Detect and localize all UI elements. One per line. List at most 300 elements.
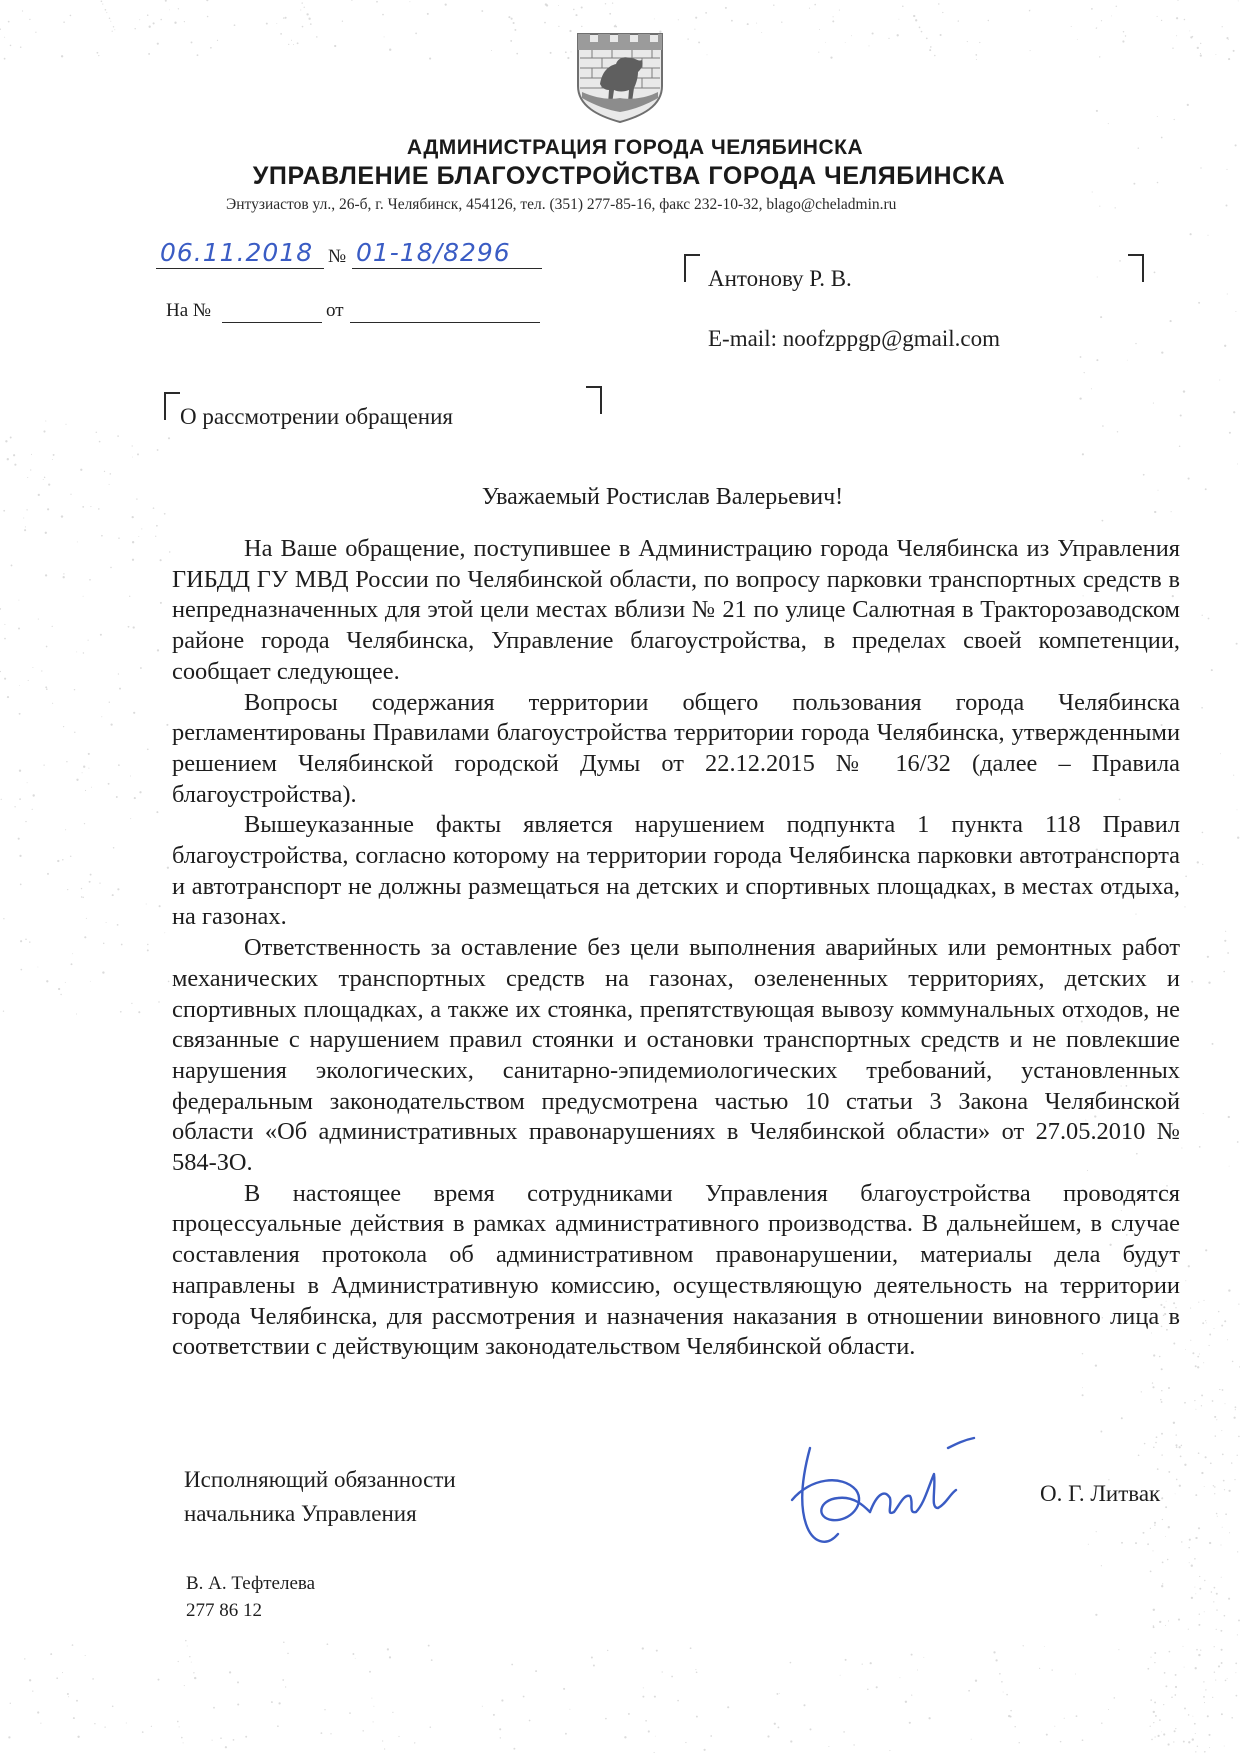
scan-speck (1161, 20, 1162, 21)
scan-speck (1161, 351, 1163, 353)
scan-speck (1235, 1409, 1236, 1410)
handwritten-date: 06.11.2018 (160, 238, 314, 267)
recipient-corner-right (1128, 254, 1144, 282)
scan-speck (1195, 1409, 1196, 1410)
scan-speck (45, 532, 47, 534)
scan-speck (1183, 390, 1185, 392)
scan-speck (1216, 1629, 1217, 1630)
scan-speck (1194, 1723, 1196, 1725)
scan-speck (110, 567, 111, 568)
scan-speck (1218, 1665, 1220, 1667)
scan-speck (1184, 19, 1186, 21)
scan-speck (429, 58, 431, 60)
scan-speck (56, 1677, 58, 1679)
scan-speck (1190, 1340, 1191, 1341)
scan-speck (189, 1656, 190, 1657)
scan-speck (1223, 971, 1225, 973)
scan-speck (1169, 1651, 1171, 1653)
scan-speck (1097, 277, 1098, 278)
scan-speck (1150, 1571, 1152, 1573)
scan-speck (671, 1676, 673, 1678)
scan-speck (1224, 1320, 1226, 1322)
scan-speck (1216, 1513, 1218, 1515)
signatory-position-line1: Исполняющий обязанности (184, 1467, 456, 1492)
scan-speck (1195, 1733, 1196, 1734)
scan-speck (1192, 1352, 1194, 1354)
scan-speck (225, 1746, 227, 1748)
scan-speck (1208, 235, 1209, 236)
scan-speck (923, 1657, 924, 1658)
scan-speck (1101, 1565, 1102, 1566)
scan-speck (544, 22, 546, 24)
scan-speck (1237, 464, 1238, 465)
scan-speck (43, 479, 44, 480)
scan-speck (678, 19, 679, 20)
scan-speck (1199, 1588, 1201, 1590)
scan-speck (38, 619, 39, 620)
scan-speck (4, 678, 6, 680)
number-underline (352, 268, 542, 269)
scan-speck (1143, 474, 1145, 476)
in-reply-blank (222, 322, 322, 323)
scan-speck (101, 0, 103, 2)
scan-speck (1229, 432, 1231, 434)
scan-speck (1125, 35, 1126, 36)
scan-speck (43, 430, 45, 432)
scan-speck (72, 953, 73, 954)
scan-speck (819, 29, 820, 30)
scan-speck (1236, 1695, 1238, 1697)
scan-speck (1235, 1406, 1237, 1408)
scan-speck (581, 6, 583, 8)
scan-speck (1092, 191, 1093, 192)
scan-speck (11, 564, 13, 566)
scan-speck (1224, 1746, 1225, 1747)
scan-speck (342, 21, 343, 22)
scan-speck (1190, 233, 1192, 235)
scan-speck (609, 13, 611, 15)
scan-speck (62, 859, 64, 861)
scan-speck (513, 22, 515, 24)
scan-speck (1203, 1113, 1204, 1114)
scan-speck (575, 14, 577, 16)
scan-speck (909, 1722, 911, 1724)
scan-speck (1221, 1430, 1222, 1431)
scan-speck (1173, 1422, 1175, 1424)
scan-speck (1185, 1349, 1186, 1350)
scan-speck (76, 1700, 78, 1702)
scan-speck (1221, 1545, 1222, 1546)
scan-speck (1192, 1738, 1194, 1740)
scan-speck (888, 38, 889, 39)
scan-speck (1151, 1739, 1152, 1740)
scan-speck (1121, 1542, 1123, 1544)
scan-speck (975, 1680, 977, 1682)
scan-speck (612, 2, 613, 3)
scan-speck (156, 811, 158, 813)
scan-speck (1222, 1454, 1224, 1456)
scan-speck (1180, 414, 1182, 416)
scan-speck (1218, 1311, 1219, 1312)
scan-speck (1019, 1742, 1020, 1743)
scan-speck (1193, 1716, 1194, 1717)
scan-speck (1150, 1699, 1152, 1701)
scan-speck (1196, 1649, 1198, 1651)
scan-speck (779, 1693, 780, 1694)
scan-speck (5, 440, 7, 442)
scan-speck (1, 799, 2, 800)
scan-speck (913, 15, 915, 17)
scan-speck (47, 873, 49, 875)
scan-speck (20, 46, 21, 47)
scan-speck (1178, 1446, 1180, 1448)
scan-speck (1209, 1345, 1210, 1346)
department-title: УПРАВЛЕНИЕ БЛАГОУСТРОЙСТВА ГОРОДА ЧЕЛЯБИНСКА (252, 162, 1006, 190)
scan-speck (1214, 1646, 1215, 1647)
scan-speck (1150, 1726, 1151, 1727)
scan-speck (19, 798, 21, 800)
scan-speck (862, 1664, 863, 1665)
scan-speck (513, 1748, 515, 1750)
scan-speck (91, 787, 92, 788)
scan-speck (1233, 775, 1234, 776)
scan-speck (382, 1740, 383, 1741)
scan-speck (605, 1718, 607, 1720)
scan-speck (1161, 1498, 1163, 1500)
signatory-position (184, 1463, 456, 1531)
scan-speck (387, 1648, 389, 1650)
scan-speck (334, 45, 336, 47)
scan-speck (870, 1662, 872, 1664)
scan-speck (1010, 1716, 1012, 1718)
scan-speck (1227, 293, 1228, 294)
scan-speck (482, 1706, 483, 1707)
scan-speck (278, 1702, 280, 1704)
scan-speck (191, 41, 193, 43)
scan-speck (210, 47, 212, 49)
scan-speck (1096, 359, 1098, 361)
scan-speck (1211, 669, 1213, 671)
scan-speck (1161, 1731, 1162, 1732)
scan-speck (94, 1723, 95, 1724)
scan-speck (10, 437, 12, 439)
scan-speck (968, 1690, 970, 1692)
scan-speck (157, 43, 159, 45)
scan-speck (516, 53, 518, 55)
scan-speck (31, 454, 32, 455)
scan-speck (1154, 1652, 1156, 1654)
scan-speck (1221, 1649, 1223, 1651)
scan-speck (276, 23, 277, 24)
scan-speck (615, 25, 616, 26)
scan-speck (80, 469, 82, 471)
scan-speck (1233, 50, 1235, 52)
scan-speck (1084, 372, 1085, 373)
scan-speck (777, 1726, 779, 1728)
scan-speck (1190, 36, 1192, 38)
scan-speck (919, 27, 921, 29)
scan-speck (1219, 379, 1220, 380)
scan-speck (178, 8, 179, 9)
scan-speck (191, 1662, 192, 1663)
scan-speck (63, 573, 64, 574)
scan-speck (1153, 1711, 1155, 1713)
scan-speck (1207, 1715, 1209, 1717)
handwritten-outgoing-number: 01-18/8296 (356, 238, 511, 267)
scan-speck (1184, 906, 1185, 907)
scan-speck (1117, 431, 1118, 432)
scan-speck (140, 667, 142, 669)
scan-speck (86, 918, 87, 919)
scan-speck (74, 732, 75, 733)
scan-speck (705, 12, 707, 14)
scan-speck (4, 638, 6, 640)
scan-speck (287, 1653, 289, 1655)
scan-speck (1147, 1668, 1149, 1670)
scan-speck (193, 1672, 194, 1673)
scan-speck (109, 18, 111, 20)
scan-speck (14, 806, 15, 807)
scan-speck (349, 1712, 351, 1714)
date-underline (156, 268, 324, 269)
scan-speck (428, 1645, 430, 1647)
scan-speck (975, 54, 977, 56)
scan-speck (687, 38, 688, 39)
scan-speck (1199, 1146, 1201, 1148)
scan-speck (1237, 1551, 1238, 1552)
scan-speck (1161, 1390, 1162, 1391)
scan-speck (911, 1695, 912, 1696)
scan-speck (43, 764, 44, 765)
scan-speck (1228, 58, 1230, 60)
scan-speck (1082, 453, 1084, 455)
scan-speck (1077, 39, 1078, 40)
scan-speck (147, 14, 149, 16)
scan-speck (1198, 1452, 1200, 1454)
scan-speck (1189, 30, 1190, 31)
scan-speck (63, 576, 65, 578)
scan-speck (147, 748, 149, 750)
scan-speck (18, 838, 20, 840)
scan-speck (1228, 1116, 1230, 1118)
scan-speck (1231, 1717, 1233, 1719)
scan-speck (1082, 1394, 1084, 1396)
scan-speck (1199, 1353, 1200, 1354)
scan-speck (803, 1704, 805, 1706)
scan-speck (148, 53, 150, 55)
scan-speck (1170, 320, 1172, 322)
scan-speck (37, 1711, 39, 1713)
scan-speck (1188, 478, 1190, 480)
scan-speck (1190, 1308, 1191, 1309)
scan-speck (291, 40, 292, 41)
scan-speck (1088, 1544, 1089, 1545)
scan-speck (747, 23, 749, 25)
scan-speck (147, 944, 148, 945)
scan-speck (85, 1655, 86, 1656)
body-paragraph: Вышеуказанные факты является нарушением подпункта 1 пункта 118 Правил благоустройства, согласно которому на территории города Челябинска парковки автотранспорта и автотранспорт не должны размещаться на детских и спортивных площадках, в местах отдыха, на газонах. (172, 811, 1180, 931)
scan-speck (1221, 1662, 1223, 1664)
scan-speck (88, 753, 90, 755)
scan-speck (1127, 360, 1128, 361)
scan-speck (129, 596, 130, 597)
scan-speck (141, 528, 142, 529)
scan-speck (53, 454, 55, 456)
scan-speck (790, 1740, 792, 1742)
scan-speck (1161, 1454, 1162, 1455)
scan-speck (1205, 1456, 1207, 1458)
scan-speck (330, 1733, 331, 1734)
scan-speck (1204, 1486, 1205, 1487)
scan-speck (45, 686, 47, 688)
scan-speck (1171, 511, 1172, 512)
scan-speck (1023, 1645, 1024, 1646)
scan-speck (177, 1721, 179, 1723)
scan-speck (30, 469, 31, 470)
scan-speck (1204, 1611, 1205, 1612)
scan-speck (187, 1646, 188, 1647)
scan-speck (1195, 1537, 1197, 1539)
scan-speck (814, 4, 816, 6)
scan-speck (1183, 1646, 1184, 1647)
scan-speck (1200, 55, 1202, 57)
scan-speck (1199, 1613, 1200, 1614)
scan-speck (1147, 1543, 1149, 1545)
scan-speck (430, 1726, 431, 1727)
scan-speck (558, 26, 559, 27)
scan-speck (1165, 1536, 1166, 1537)
scan-speck (929, 49, 931, 51)
scan-speck (899, 1677, 900, 1678)
scan-speck (1199, 1576, 1200, 1577)
scan-speck (100, 634, 102, 636)
scan-speck (897, 34, 899, 36)
scan-speck (168, 981, 170, 983)
scan-speck (106, 922, 107, 923)
scan-speck (1006, 1694, 1008, 1696)
scan-speck (128, 626, 130, 628)
scan-speck (62, 1672, 63, 1673)
scan-speck (1215, 54, 1216, 55)
scan-speck (139, 19, 140, 20)
scan-speck (1079, 397, 1081, 399)
scan-speck (283, 1641, 285, 1643)
scan-speck (85, 790, 86, 791)
scan-speck (351, 0, 353, 1)
scan-speck (1227, 1339, 1228, 1340)
scan-speck (1225, 931, 1226, 932)
scan-speck (109, 702, 110, 703)
scan-speck (790, 1662, 792, 1664)
scan-speck (1214, 1493, 1215, 1494)
scan-speck (1080, 356, 1082, 358)
scan-speck (41, 670, 42, 671)
scan-speck (67, 1693, 69, 1695)
executor-phone: 277 86 12 (186, 1600, 262, 1621)
scan-speck (1202, 1322, 1204, 1324)
scan-speck (493, 1714, 495, 1716)
scan-speck (1215, 1680, 1216, 1681)
scan-speck (1221, 1577, 1222, 1578)
scan-speck (1099, 56, 1100, 57)
scan-speck (1176, 1434, 1177, 1435)
scan-speck (1175, 1494, 1176, 1495)
scan-speck (1052, 1669, 1053, 1670)
scan-speck (1076, 1715, 1078, 1717)
scan-speck (158, 1001, 159, 1002)
scan-speck (967, 41, 968, 42)
scan-speck (1227, 952, 1229, 954)
scan-speck (704, 1749, 706, 1751)
scan-speck (1237, 1141, 1239, 1143)
scan-speck (1138, 1455, 1140, 1457)
scan-speck (872, 32, 874, 34)
scan-speck (7, 696, 9, 698)
scan-speck (185, 1640, 187, 1642)
scan-speck (138, 536, 139, 537)
scan-speck (1153, 1626, 1155, 1628)
scan-speck (415, 33, 417, 35)
scan-speck (184, 21, 185, 22)
handwritten-signature (780, 1408, 990, 1558)
scan-speck (13, 454, 15, 456)
scan-speck (90, 981, 91, 982)
scan-speck (65, 829, 66, 830)
scan-speck (1176, 17, 1178, 19)
recipient-name: Антонову Р. В. (708, 266, 852, 291)
scan-speck (851, 35, 852, 36)
scan-speck (1115, 207, 1116, 208)
scan-speck (1228, 1598, 1230, 1600)
scan-speck (656, 1650, 658, 1652)
scan-speck (153, 22, 155, 24)
scan-speck (1135, 1542, 1137, 1544)
scan-speck (1237, 1455, 1238, 1456)
scan-speck (1071, 26, 1072, 27)
from-label: от (326, 300, 344, 321)
scan-speck (1226, 205, 1228, 207)
scan-speck (369, 1671, 371, 1673)
scan-speck (1201, 1394, 1203, 1396)
scan-speck (1216, 1593, 1218, 1595)
scan-speck (164, 932, 165, 933)
scan-speck (280, 33, 282, 35)
scan-speck (1197, 47, 1199, 49)
scan-speck (1160, 1399, 1161, 1400)
scan-speck (1195, 1751, 1196, 1752)
scan-speck (645, 1720, 647, 1722)
scan-speck (52, 459, 53, 460)
scan-speck (45, 574, 47, 576)
signatory-position-line2: начальника Управления (184, 1501, 417, 1526)
scan-speck (108, 783, 110, 785)
scan-speck (52, 703, 53, 704)
scan-speck (1226, 37, 1228, 39)
scan-speck (1219, 1389, 1220, 1390)
scan-speck (1203, 1681, 1204, 1682)
scan-speck (1161, 1433, 1163, 1435)
scan-speck (23, 518, 24, 519)
scan-speck (111, 724, 113, 726)
scan-speck (1039, 1668, 1040, 1669)
scan-speck (181, 1737, 183, 1739)
scan-speck (61, 515, 63, 517)
scan-speck (1101, 520, 1103, 522)
department-address: Энтузиастов ул., 26-б, г. Челябинск, 454126, тел. (351) 277-85-16, факс 232-10-32, blago@cheladmin.ru (226, 196, 897, 213)
scan-speck (1200, 53, 1201, 54)
scan-speck (624, 1736, 626, 1738)
scan-speck (18, 600, 19, 601)
